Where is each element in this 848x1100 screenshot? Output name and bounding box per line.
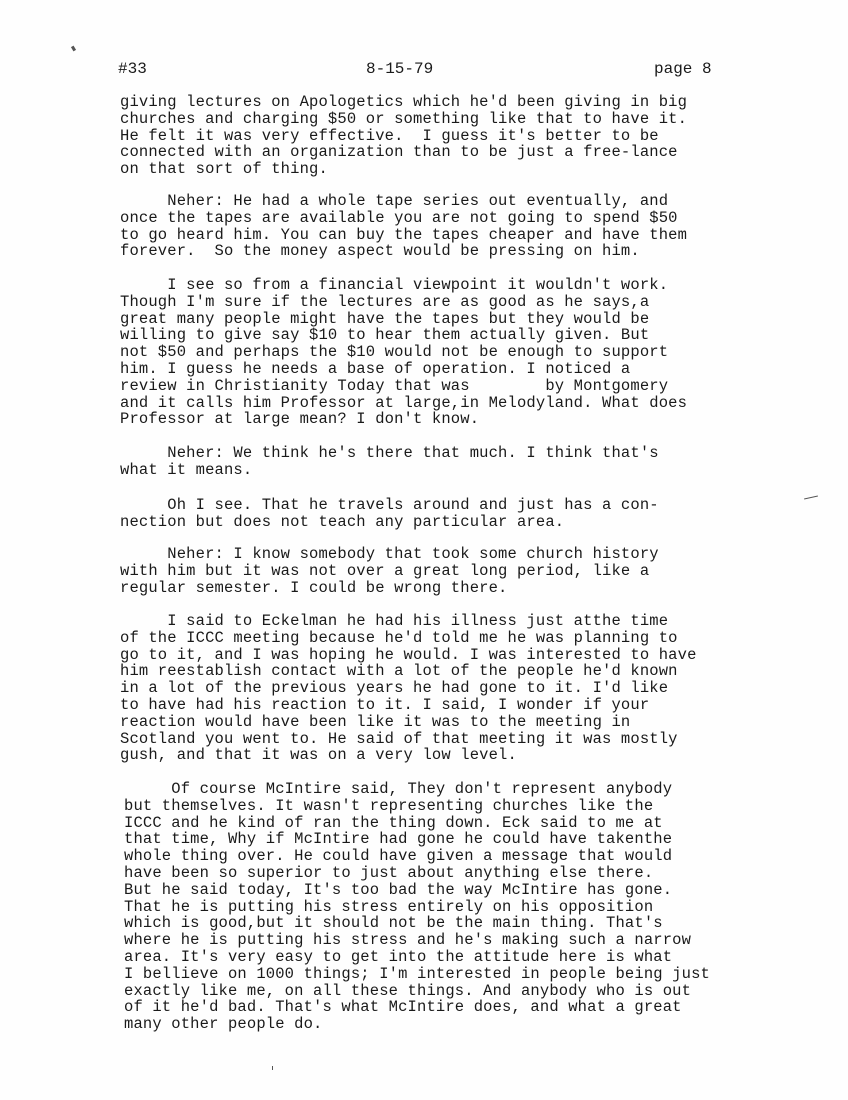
page-number: page 8 xyxy=(654,60,712,78)
paragraph-4: Neher: We think he's there that much. I think that's what it means. xyxy=(120,444,659,479)
paragraph-5: Oh I see. That he travels around and just has a con- nection but does not teach any particular area. xyxy=(120,496,659,531)
ink-speck xyxy=(71,46,76,52)
paragraph-1: giving lectures on Apologetics which he'd been giving in big churches and charging $50 or something like that to have it. He felt it was very effective. I guess it's better to be connected with an organization than to be just a free-lance on that sort of thing. xyxy=(120,93,688,179)
document-number: #33 xyxy=(118,60,147,78)
paragraph-2: Neher: He had a whole tape series out eventually, and once the tapes are available you are not going to spend $50 to go heard him. You can buy the tapes cheaper and have them forever. So the money aspect would be pressing on him. xyxy=(120,192,688,261)
paragraph-3: I see so from a financial viewpoint it wouldn't work. Though I'm sure if the lectures are as good as he says,a great many people might have the tapes but they would be willing to give say $10 to hear them actually given. But not $50 and perhaps the $10 would not be enough to support him. I guess he needs a base of operation. I noticed a review in Christianity Today that was by Montgomery and it calls him Professor at large,in Melodyland. What does Professor at large mean? I don't know. xyxy=(120,276,688,429)
paragraph-6: Neher: I know somebody that took some church history with him but it was not over a great long period, like a regular semester. I could be wrong there. xyxy=(120,545,659,597)
ink-speck xyxy=(272,1066,273,1070)
document-date: 8-15-79 xyxy=(366,60,434,78)
paragraph-8: Of course McIntire said, They don't represent anybody but themselves. It wasn't representing churches like the ICCC and he kind of ran the thing down. Eck said to me at that time, Why if McIntire had gone he could have takenthe whole thing over. He could have given a message that would have been so superior to just about anything else there. But he said today, It's too bad the way McIntire has gone. That he is putting his stress entirely on his opposition which is good,but it should not be the main thing. That's where he is putting his stress and he's making such a narrow area. It's very easy to get into the attitude here is what I bellieve on 1000 things; I'm interested in people being just exactly like me, on all these things. And anybody who is out of it he'd bad. That's what McIntire does, and what a great many other people do. xyxy=(124,780,710,1034)
paragraph-7: I said to Eckelman he had his illness just atthe time of the ICCC meeting because he'd told me he was planning to go to it, and I was hoping he would. I was interested to have him reestablish contact with a lot of the people he'd known in a lot of the previous years he had gone to it. I'd like to have had his reaction to it. I said, I wonder if your reaction would have been like it was to the meeting in Scotland you went to. He said of that meeting it was mostly gush, and that it was on a very low level. xyxy=(120,612,697,765)
pen-mark xyxy=(804,496,818,500)
